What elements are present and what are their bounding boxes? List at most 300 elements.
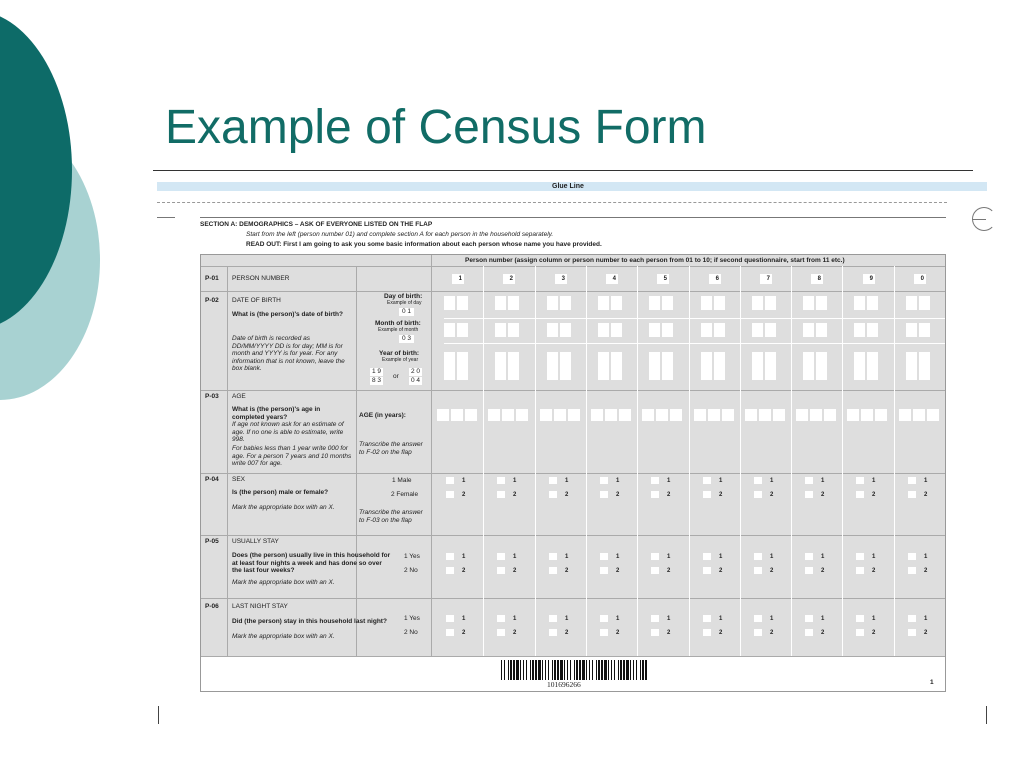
barcode-bar bbox=[620, 660, 622, 680]
last-night-checkbox[interactable] bbox=[856, 629, 875, 636]
left-margin-rule bbox=[157, 217, 175, 218]
last-night-checkbox[interactable] bbox=[549, 629, 568, 636]
checkbox-square-icon[interactable] bbox=[549, 567, 557, 574]
p03-note-unknown: If age not known ask for an estimate of age. If no one is able to estimate, write 998. bbox=[232, 421, 344, 443]
checkbox-square-icon[interactable] bbox=[497, 629, 505, 636]
day-of-birth-box[interactable] bbox=[598, 296, 609, 310]
age-digit-box[interactable] bbox=[899, 409, 911, 421]
barcode-bar bbox=[640, 660, 641, 680]
last-night-checkbox[interactable] bbox=[497, 615, 516, 622]
usually-stay-checkbox[interactable] bbox=[805, 567, 824, 574]
year-of-birth-box[interactable] bbox=[765, 352, 776, 380]
last-night-checkbox[interactable] bbox=[497, 629, 516, 636]
age-digit-box[interactable] bbox=[516, 409, 528, 421]
year-of-birth-box[interactable] bbox=[919, 352, 930, 380]
checkbox-square-icon[interactable] bbox=[651, 567, 659, 574]
last-night-checkbox[interactable] bbox=[549, 615, 568, 622]
p03-question: What is (the person)'s age in completed years? bbox=[232, 406, 321, 421]
person-number-box[interactable]: 1 bbox=[452, 274, 464, 284]
checkbox-code: 1 bbox=[616, 615, 620, 622]
usually-stay-checkbox[interactable] bbox=[856, 553, 875, 560]
age-digit-box[interactable] bbox=[694, 409, 706, 421]
checkbox-square-icon[interactable] bbox=[908, 491, 916, 498]
usually-stay-checkbox[interactable] bbox=[600, 567, 619, 574]
checkbox-square-icon[interactable] bbox=[703, 567, 711, 574]
sex-checkbox[interactable] bbox=[651, 491, 670, 498]
checkbox-square-icon[interactable] bbox=[549, 615, 557, 622]
sex-checkbox[interactable] bbox=[908, 491, 927, 498]
sex-checkbox[interactable] bbox=[497, 491, 516, 498]
year-of-birth-box[interactable] bbox=[444, 352, 455, 380]
month-of-birth-box[interactable] bbox=[547, 323, 558, 337]
checkbox-code: 2 bbox=[719, 567, 723, 574]
checkbox-code: 1 bbox=[462, 615, 466, 622]
sex-checkbox[interactable] bbox=[600, 477, 619, 484]
checkbox-code: 1 bbox=[513, 553, 517, 560]
age-digit-box[interactable] bbox=[875, 409, 887, 421]
usually-stay-checkbox[interactable] bbox=[446, 553, 465, 560]
usually-stay-checkbox[interactable] bbox=[703, 567, 722, 574]
checkbox-square-icon[interactable] bbox=[446, 553, 454, 560]
month-of-birth-box[interactable] bbox=[649, 323, 660, 337]
footer-left-mark bbox=[158, 706, 159, 724]
usually-stay-checkbox[interactable] bbox=[549, 567, 568, 574]
checkbox-square-icon[interactable] bbox=[651, 477, 659, 484]
year-of-birth-box[interactable] bbox=[508, 352, 519, 380]
barcode-bar bbox=[508, 660, 509, 680]
year-of-birth-box[interactable] bbox=[611, 352, 622, 380]
checkbox-square-icon[interactable] bbox=[754, 491, 762, 498]
p06-question: Did (the person) stay in this household last night? bbox=[232, 618, 387, 625]
barcode-bar bbox=[548, 660, 549, 680]
checkbox-square-icon[interactable] bbox=[497, 491, 505, 498]
month-of-birth-box[interactable] bbox=[457, 323, 468, 337]
usually-stay-checkbox[interactable] bbox=[805, 553, 824, 560]
age-digit-box[interactable] bbox=[722, 409, 734, 421]
month-of-birth-box[interactable] bbox=[803, 323, 814, 337]
checkbox-square-icon[interactable] bbox=[497, 615, 505, 622]
person-number-box[interactable]: 5 bbox=[657, 274, 669, 284]
age-digit-box[interactable] bbox=[502, 409, 514, 421]
sex-checkbox[interactable] bbox=[549, 491, 568, 498]
month-of-birth-box[interactable] bbox=[867, 323, 878, 337]
p03-note-babies: For babies less than 1 year write 000 for age. For a person 7 years and 10 months write 007 for age. bbox=[232, 445, 352, 467]
year-of-birth-box[interactable] bbox=[701, 352, 712, 380]
year-example-a2: 8 3 bbox=[372, 377, 382, 384]
month-of-birth-box[interactable] bbox=[919, 323, 930, 337]
checkbox-code: 1 bbox=[770, 615, 774, 622]
last-night-checkbox[interactable] bbox=[908, 629, 927, 636]
sex-checkbox[interactable] bbox=[549, 477, 568, 484]
year-example-or: or bbox=[393, 373, 399, 380]
checkbox-square-icon[interactable] bbox=[754, 553, 762, 560]
day-of-birth-box[interactable] bbox=[560, 296, 571, 310]
person-number-box[interactable]: 8 bbox=[811, 274, 823, 284]
barcode-bar bbox=[567, 660, 568, 680]
checkbox-code: 1 bbox=[770, 477, 774, 484]
barcode-bar bbox=[579, 660, 581, 680]
usually-stay-checkbox[interactable] bbox=[908, 567, 927, 574]
age-digit-box[interactable] bbox=[554, 409, 566, 421]
checkbox-square-icon[interactable] bbox=[856, 615, 864, 622]
barcode-bar bbox=[523, 660, 524, 680]
last-night-checkbox[interactable] bbox=[754, 629, 773, 636]
age-digit-box[interactable] bbox=[619, 409, 631, 421]
checkbox-code: 1 bbox=[821, 615, 825, 622]
person-number-box[interactable]: 6 bbox=[709, 274, 721, 284]
checkbox-square-icon[interactable] bbox=[497, 567, 505, 574]
year-of-birth-box[interactable] bbox=[854, 352, 865, 380]
barcode-bar bbox=[592, 660, 593, 680]
checkbox-square-icon[interactable] bbox=[805, 629, 813, 636]
checkbox-code: 1 bbox=[719, 553, 723, 560]
month-of-birth-box[interactable] bbox=[560, 323, 571, 337]
month-of-birth-box[interactable] bbox=[765, 323, 776, 337]
checkbox-square-icon[interactable] bbox=[600, 477, 608, 484]
last-night-checkbox[interactable] bbox=[805, 629, 824, 636]
checkbox-square-icon[interactable] bbox=[856, 477, 864, 484]
p06-label: LAST NIGHT STAY bbox=[232, 603, 288, 610]
slide-title: Example of Census Form bbox=[165, 101, 707, 154]
checkbox-code: 1 bbox=[513, 615, 517, 622]
age-in-years-label: AGE (in years): bbox=[359, 412, 406, 419]
age-digit-box[interactable] bbox=[591, 409, 603, 421]
sex-checkbox[interactable] bbox=[703, 491, 722, 498]
checkbox-square-icon[interactable] bbox=[600, 553, 608, 560]
checkbox-square-icon[interactable] bbox=[805, 491, 813, 498]
barcode-number: 101696266 bbox=[547, 680, 581, 689]
checkbox-code: 1 bbox=[513, 477, 517, 484]
barcode-bar bbox=[513, 660, 515, 680]
last-night-checkbox[interactable] bbox=[856, 615, 875, 622]
age-digit-box[interactable] bbox=[745, 409, 757, 421]
checkbox-square-icon[interactable] bbox=[703, 553, 711, 560]
checkbox-square-icon[interactable] bbox=[754, 615, 762, 622]
checkbox-square-icon[interactable] bbox=[497, 553, 505, 560]
checkbox-square-icon[interactable] bbox=[908, 567, 916, 574]
sex-checkbox[interactable] bbox=[703, 477, 722, 484]
checkbox-square-icon[interactable] bbox=[651, 615, 659, 622]
checkbox-square-icon[interactable] bbox=[651, 491, 659, 498]
last-night-checkbox[interactable] bbox=[600, 615, 619, 622]
year-of-birth-box[interactable] bbox=[816, 352, 827, 380]
checkbox-square-icon[interactable] bbox=[856, 491, 864, 498]
usually-stay-checkbox[interactable] bbox=[856, 567, 875, 574]
last-night-checkbox[interactable] bbox=[651, 615, 670, 622]
year-of-birth-box[interactable] bbox=[457, 352, 468, 380]
barcode-bar bbox=[589, 660, 590, 680]
barcode-bar bbox=[501, 660, 502, 680]
checkbox-square-icon[interactable] bbox=[754, 567, 762, 574]
checkbox-code: 2 bbox=[616, 567, 620, 574]
checkbox-square-icon[interactable] bbox=[600, 629, 608, 636]
age-digit-box[interactable] bbox=[913, 409, 925, 421]
month-of-birth-box[interactable] bbox=[508, 323, 519, 337]
usually-stay-checkbox[interactable] bbox=[549, 553, 568, 560]
usually-stay-option-no: 2 No bbox=[404, 567, 418, 574]
year-of-birth-box[interactable] bbox=[906, 352, 917, 380]
barcode-bar bbox=[504, 660, 505, 680]
month-of-birth-box[interactable] bbox=[752, 323, 763, 337]
day-of-birth-box[interactable] bbox=[867, 296, 878, 310]
year-of-birth-box[interactable] bbox=[803, 352, 814, 380]
month-of-birth-box[interactable] bbox=[906, 323, 917, 337]
day-of-birth-box[interactable] bbox=[547, 296, 558, 310]
p01-code: P-01 bbox=[205, 275, 219, 282]
age-digit-box[interactable] bbox=[773, 409, 785, 421]
month-of-birth-box[interactable] bbox=[854, 323, 865, 337]
age-digit-box[interactable] bbox=[656, 409, 668, 421]
checkbox-square-icon[interactable] bbox=[856, 553, 864, 560]
checkbox-square-icon[interactable] bbox=[908, 553, 916, 560]
usually-stay-checkbox[interactable] bbox=[754, 567, 773, 574]
day-of-birth-label: Day of birth: bbox=[384, 293, 423, 300]
checkbox-code: 2 bbox=[770, 491, 774, 498]
day-of-birth-box[interactable] bbox=[919, 296, 930, 310]
age-digit-box[interactable] bbox=[759, 409, 771, 421]
sex-checkbox[interactable] bbox=[856, 491, 875, 498]
checkbox-square-icon[interactable] bbox=[805, 567, 813, 574]
sex-checkbox[interactable] bbox=[754, 477, 773, 484]
barcode-bar bbox=[576, 660, 578, 680]
day-of-birth-box[interactable] bbox=[765, 296, 776, 310]
checkbox-square-icon[interactable] bbox=[703, 615, 711, 622]
usually-stay-checkbox[interactable] bbox=[651, 553, 670, 560]
month-of-birth-box[interactable] bbox=[444, 323, 455, 337]
footer-right-mark bbox=[986, 706, 987, 724]
checkbox-code: 2 bbox=[821, 567, 825, 574]
day-of-birth-box[interactable] bbox=[752, 296, 763, 310]
checkbox-code: 2 bbox=[667, 567, 671, 574]
sex-checkbox[interactable] bbox=[754, 491, 773, 498]
month-of-birth-box[interactable] bbox=[611, 323, 622, 337]
day-of-birth-box[interactable] bbox=[854, 296, 865, 310]
checkbox-square-icon[interactable] bbox=[856, 567, 864, 574]
checkbox-square-icon[interactable] bbox=[651, 553, 659, 560]
day-of-birth-box[interactable] bbox=[495, 296, 506, 310]
month-of-birth-box[interactable] bbox=[662, 323, 673, 337]
age-digit-box[interactable] bbox=[847, 409, 859, 421]
section-instruction: Start from the left (person number 01) and complete section A for each person in the household separately. bbox=[246, 231, 554, 238]
checkbox-square-icon[interactable] bbox=[549, 477, 557, 484]
day-of-birth-box[interactable] bbox=[701, 296, 712, 310]
last-night-checkbox[interactable] bbox=[805, 615, 824, 622]
checkbox-square-icon[interactable] bbox=[703, 491, 711, 498]
checkbox-square-icon[interactable] bbox=[446, 567, 454, 574]
checkbox-square-icon[interactable] bbox=[600, 491, 608, 498]
checkbox-code: 1 bbox=[924, 553, 928, 560]
age-digit-box[interactable] bbox=[568, 409, 580, 421]
age-digit-box[interactable] bbox=[810, 409, 822, 421]
checkbox-square-icon[interactable] bbox=[549, 553, 557, 560]
usually-stay-checkbox[interactable] bbox=[600, 553, 619, 560]
checkbox-square-icon[interactable] bbox=[549, 491, 557, 498]
checkbox-square-icon[interactable] bbox=[805, 553, 813, 560]
age-digit-box[interactable] bbox=[927, 409, 939, 421]
person-number-box[interactable]: 4 bbox=[606, 274, 618, 284]
checkbox-square-icon[interactable] bbox=[703, 477, 711, 484]
p02-question: What is (the person)'s date of birth? bbox=[232, 311, 343, 318]
month-of-birth-box[interactable] bbox=[495, 323, 506, 337]
binding-circle-line bbox=[972, 219, 986, 220]
month-of-birth-box[interactable] bbox=[598, 323, 609, 337]
checkbox-code: 1 bbox=[821, 477, 825, 484]
year-of-birth-box[interactable] bbox=[560, 352, 571, 380]
sex-checkbox[interactable] bbox=[908, 477, 927, 484]
p06-note: Mark the appropriate box with an X. bbox=[232, 633, 335, 640]
person-number-box[interactable]: 7 bbox=[760, 274, 772, 284]
checkbox-square-icon[interactable] bbox=[497, 477, 505, 484]
checkbox-square-icon[interactable] bbox=[856, 629, 864, 636]
p02-label: DATE OF BIRTH bbox=[232, 297, 281, 304]
year-of-birth-box[interactable] bbox=[752, 352, 763, 380]
barcode-bar bbox=[601, 660, 603, 680]
barcode-bar bbox=[582, 660, 585, 680]
day-of-birth-box[interactable] bbox=[457, 296, 468, 310]
checkbox-square-icon[interactable] bbox=[446, 491, 454, 498]
day-of-birth-box[interactable] bbox=[444, 296, 455, 310]
p01-label: PERSON NUMBER bbox=[232, 275, 290, 282]
barcode-bar bbox=[636, 660, 637, 680]
column-divider bbox=[740, 266, 741, 656]
age-digit-box[interactable] bbox=[708, 409, 720, 421]
usually-stay-checkbox[interactable] bbox=[908, 553, 927, 560]
day-of-birth-box[interactable] bbox=[611, 296, 622, 310]
barcode-bar bbox=[614, 660, 615, 680]
age-digit-box[interactable] bbox=[605, 409, 617, 421]
last-night-checkbox[interactable] bbox=[651, 629, 670, 636]
checkbox-square-icon[interactable] bbox=[446, 629, 454, 636]
checkbox-square-icon[interactable] bbox=[600, 567, 608, 574]
checkbox-code: 1 bbox=[565, 553, 569, 560]
age-digit-box[interactable] bbox=[642, 409, 654, 421]
year-of-birth-box[interactable] bbox=[662, 352, 673, 380]
day-of-birth-box[interactable] bbox=[649, 296, 660, 310]
checkbox-code: 2 bbox=[513, 629, 517, 636]
last-night-checkbox[interactable] bbox=[908, 615, 927, 622]
month-of-birth-box[interactable] bbox=[701, 323, 712, 337]
day-of-birth-box[interactable] bbox=[714, 296, 725, 310]
checkbox-square-icon[interactable] bbox=[805, 615, 813, 622]
sex-checkbox[interactable] bbox=[600, 491, 619, 498]
age-digit-box[interactable] bbox=[670, 409, 682, 421]
checkbox-code: 2 bbox=[872, 491, 876, 498]
age-digit-box[interactable] bbox=[451, 409, 463, 421]
year-example-a1: 1 9 bbox=[372, 368, 382, 375]
usually-stay-checkbox[interactable] bbox=[446, 567, 465, 574]
usually-stay-checkbox[interactable] bbox=[651, 567, 670, 574]
year-example-b2: 0 4 bbox=[411, 377, 421, 384]
day-of-birth-box[interactable] bbox=[906, 296, 917, 310]
sex-checkbox[interactable] bbox=[497, 477, 516, 484]
last-night-checkbox[interactable] bbox=[446, 615, 465, 622]
usually-stay-checkbox[interactable] bbox=[497, 567, 516, 574]
sex-checkbox[interactable] bbox=[805, 491, 824, 498]
usually-stay-checkbox[interactable] bbox=[754, 553, 773, 560]
barcode-bar bbox=[608, 660, 609, 680]
year-of-birth-box[interactable] bbox=[867, 352, 878, 380]
year-of-birth-box[interactable] bbox=[649, 352, 660, 380]
checkbox-square-icon[interactable] bbox=[754, 629, 762, 636]
last-night-checkbox[interactable] bbox=[754, 615, 773, 622]
day-of-birth-box[interactable] bbox=[508, 296, 519, 310]
checkbox-square-icon[interactable] bbox=[908, 629, 916, 636]
barcode-bar bbox=[564, 660, 565, 680]
checkbox-code: 1 bbox=[616, 553, 620, 560]
checkbox-square-icon[interactable] bbox=[908, 615, 916, 622]
checkbox-square-icon[interactable] bbox=[600, 615, 608, 622]
age-digit-box[interactable] bbox=[824, 409, 836, 421]
checkbox-square-icon[interactable] bbox=[446, 615, 454, 622]
usually-stay-checkbox[interactable] bbox=[497, 553, 516, 560]
checkbox-square-icon[interactable] bbox=[446, 477, 454, 484]
sex-checkbox[interactable] bbox=[446, 491, 465, 498]
age-digit-box[interactable] bbox=[796, 409, 808, 421]
section-top-rule bbox=[200, 217, 946, 218]
month-of-birth-box[interactable] bbox=[816, 323, 827, 337]
checkbox-square-icon[interactable] bbox=[703, 629, 711, 636]
checkbox-square-icon[interactable] bbox=[754, 477, 762, 484]
checkbox-code: 1 bbox=[924, 615, 928, 622]
year-of-birth-box[interactable] bbox=[714, 352, 725, 380]
checkbox-code: 2 bbox=[462, 567, 466, 574]
checkbox-square-icon[interactable] bbox=[805, 477, 813, 484]
person-number-box[interactable]: 3 bbox=[555, 274, 567, 284]
barcode-bar bbox=[552, 660, 553, 680]
checkbox-code: 2 bbox=[565, 491, 569, 498]
barcode-bar bbox=[618, 660, 619, 680]
checkbox-code: 1 bbox=[565, 615, 569, 622]
sex-checkbox[interactable] bbox=[446, 477, 465, 484]
day-of-birth-box[interactable] bbox=[803, 296, 814, 310]
year-of-birth-box[interactable] bbox=[547, 352, 558, 380]
year-of-birth-box[interactable] bbox=[495, 352, 506, 380]
checkbox-square-icon[interactable] bbox=[908, 477, 916, 484]
checkbox-square-icon[interactable] bbox=[651, 629, 659, 636]
last-night-checkbox[interactable] bbox=[600, 629, 619, 636]
checkbox-code: 2 bbox=[719, 491, 723, 498]
month-of-birth-box[interactable] bbox=[714, 323, 725, 337]
barcode-bar bbox=[596, 660, 597, 680]
age-digit-box[interactable] bbox=[465, 409, 477, 421]
sex-checkbox[interactable] bbox=[651, 477, 670, 484]
section-read-out: READ OUT: First I am going to ask you some basic information about each person whose name you have provided. bbox=[246, 241, 602, 248]
checkbox-code: 2 bbox=[462, 491, 466, 498]
age-digit-box[interactable] bbox=[540, 409, 552, 421]
title-underline bbox=[153, 170, 973, 171]
day-of-birth-box[interactable] bbox=[662, 296, 673, 310]
age-digit-box[interactable] bbox=[861, 409, 873, 421]
year-of-birth-box[interactable] bbox=[598, 352, 609, 380]
checkbox-square-icon[interactable] bbox=[549, 629, 557, 636]
person-number-box[interactable]: 0 bbox=[914, 274, 926, 284]
sex-checkbox[interactable] bbox=[856, 477, 875, 484]
person-number-box[interactable]: 9 bbox=[863, 274, 875, 284]
year-of-birth-label: Year of birth: bbox=[379, 350, 420, 357]
age-digit-box[interactable] bbox=[488, 409, 500, 421]
sex-checkbox[interactable] bbox=[805, 477, 824, 484]
checkbox-code: 1 bbox=[924, 477, 928, 484]
person-number-box[interactable]: 2 bbox=[503, 274, 515, 284]
last-night-checkbox[interactable] bbox=[446, 629, 465, 636]
last-night-checkbox[interactable] bbox=[703, 629, 722, 636]
barcode-bar bbox=[611, 660, 612, 680]
checkbox-code: 2 bbox=[565, 567, 569, 574]
usually-stay-checkbox[interactable] bbox=[703, 553, 722, 560]
age-digit-box[interactable] bbox=[437, 409, 449, 421]
day-of-birth-box[interactable] bbox=[816, 296, 827, 310]
last-night-checkbox[interactable] bbox=[703, 615, 722, 622]
